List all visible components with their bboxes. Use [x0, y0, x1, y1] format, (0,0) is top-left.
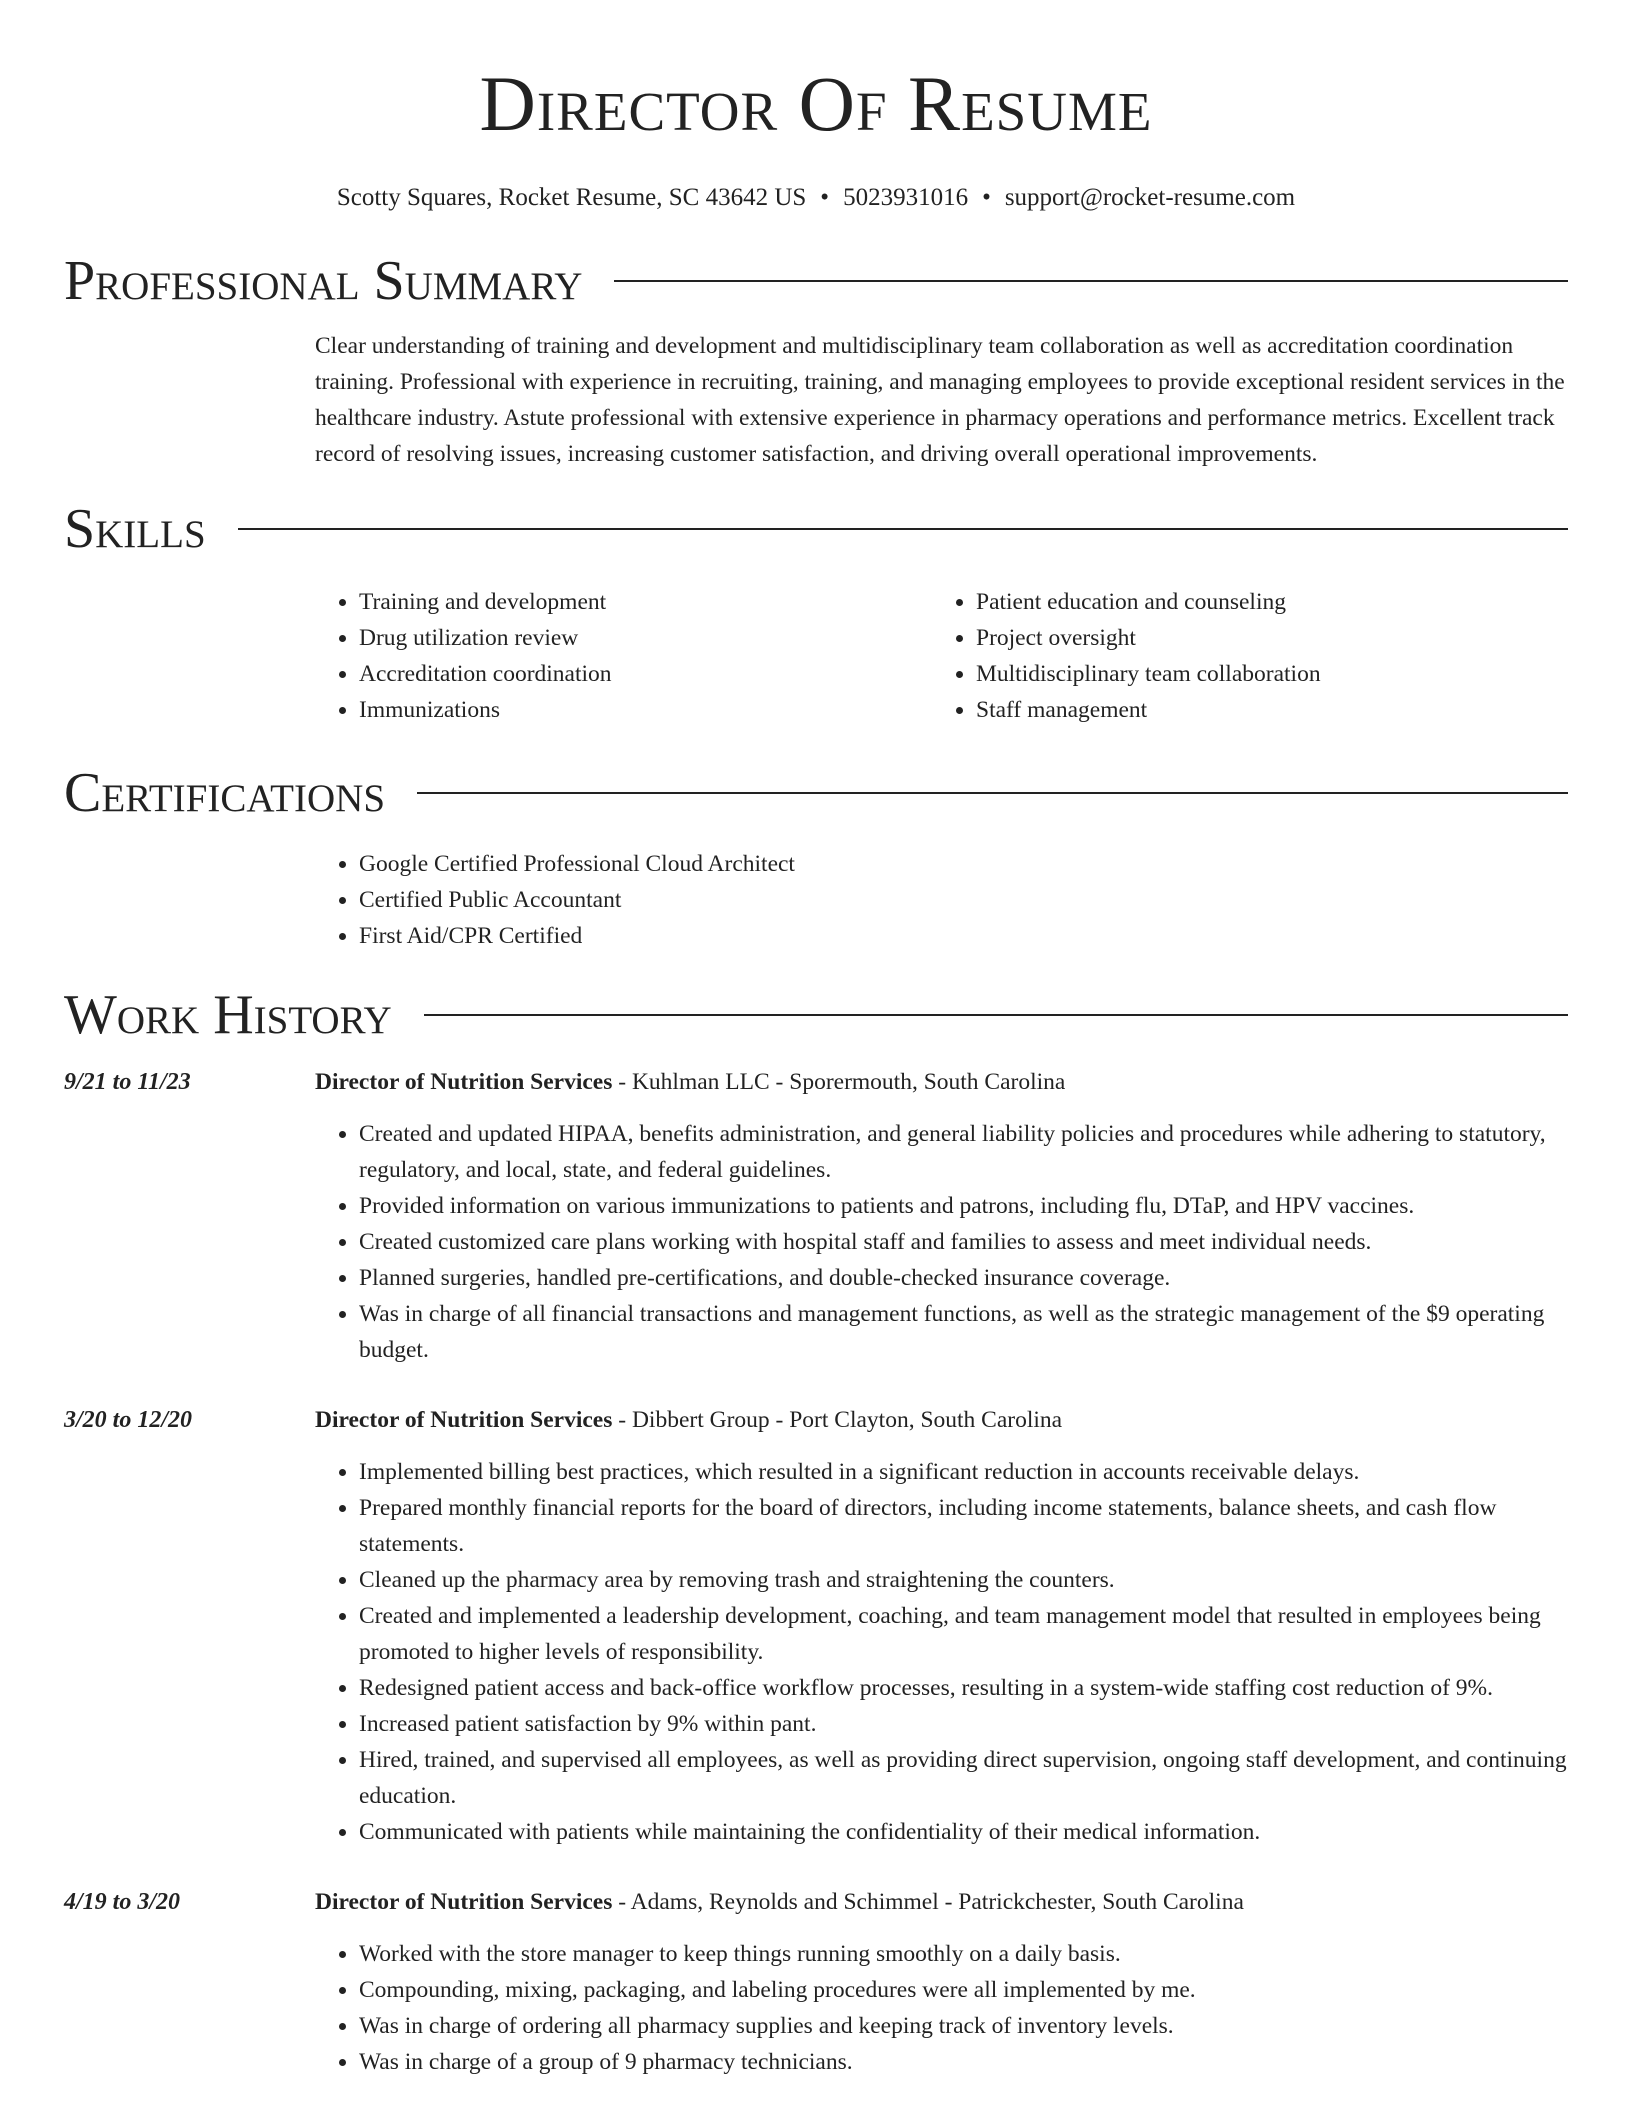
skills-column-left: [315, 584, 932, 728]
job-duty: • Created customized care plans working with hospital staff and families to assess and meet individual needs.: [359, 1224, 1568, 1260]
skill-item: • Project oversight: [976, 620, 1549, 656]
contact-line: [64, 182, 1568, 214]
skills-section: [315, 584, 1568, 728]
skills-heading: [64, 494, 1568, 564]
summary-title: Professional Summary: [64, 250, 583, 312]
job-duty: • Compounding, mixing, packaging, and labeling procedures were all implemented by me.: [359, 1972, 1568, 2008]
certification-item: • First Aid/CPR Certified: [359, 918, 1568, 954]
job-dates: 3/20 to 12/20: [64, 1407, 193, 1433]
job-duty: • Was in charge of a group of 9 pharmacy technicians.: [359, 2044, 1568, 2080]
resume-name: Director Of Resume: [479, 60, 1153, 147]
job-role: Director of Nutrition Services: [315, 1069, 613, 1095]
job-duty: • Provided information on various immunizations to patients and patrons, including flu, DTaP, and HPV vaccines.: [359, 1188, 1568, 1224]
skill-item: • Training and development: [359, 584, 932, 620]
job-title-line: [315, 1064, 1568, 1100]
certifications-list: [315, 846, 1568, 954]
skills-title: Skills: [64, 498, 206, 560]
section-divider: [424, 1014, 1568, 1016]
job-duty: • Was in charge of all financial transactions and management functions, as well as the strategic management of the $9 operating budget.: [359, 1296, 1568, 1368]
contact-email[interactable]: support@rocket-resume.com: [1004, 184, 1296, 211]
job-body: [315, 1064, 1568, 1368]
skill-item: • Patient education and counseling: [976, 584, 1549, 620]
job-entry: [64, 1064, 1568, 1368]
job-body: [315, 1884, 1568, 2080]
job-duty: • Planned surgeries, handled pre-certifications, and double-checked insurance coverage.: [359, 1260, 1568, 1296]
job-duty: • Increased patient satisfaction by 9% within pant.: [359, 1706, 1568, 1742]
job-duty: • Communicated with patients while maintaining the confidentiality of their medical information.: [359, 1814, 1568, 1850]
job-duties: [315, 1936, 1568, 2080]
job-duty: • Redesigned patient access and back-office workflow processes, resulting in a system-wide staffing cost reduction of 9%.: [359, 1670, 1568, 1706]
job-duty: • Hired, trained, and supervised all employees, as well as providing direct supervision, ongoing staff development, and continuing education.: [359, 1742, 1568, 1814]
summary-heading: [64, 246, 1568, 316]
job-duty: • Prepared monthly financial reports for the board of directors, including income statements, balance sheets, and cash flow statements.: [359, 1490, 1568, 1562]
job-duty: • Created and updated HIPAA, benefits administration, and general liability policies and procedures while adhering to statutory, regulatory, and local, state, and federal guidelines.: [359, 1116, 1568, 1188]
certification-item: • Google Certified Professional Cloud Architect: [359, 846, 1568, 882]
job-duties: [315, 1116, 1568, 1368]
job-role: Director of Nutrition Services: [315, 1889, 613, 1915]
job-title-line: [315, 1884, 1568, 1920]
job-title-line: [315, 1402, 1568, 1438]
section-divider: [614, 280, 1568, 282]
skill-item: • Multidisciplinary team collaboration: [976, 656, 1549, 692]
skills-grid: [315, 584, 1568, 728]
certification-item: • Certified Public Accountant: [359, 882, 1568, 918]
job-duty: • Cleaned up the pharmacy area by removing trash and straightening the counters.: [359, 1562, 1568, 1598]
job-entry: [64, 1402, 1568, 1850]
certifications-section: [315, 846, 1568, 954]
summary-section: [315, 328, 1568, 472]
job-duty: • Created and implemented a leadership development, coaching, and team management model that resulted in employees being promoted to higher levels of responsibility.: [359, 1598, 1568, 1670]
job-role: Director of Nutrition Services: [315, 1407, 613, 1433]
certifications-heading: [64, 758, 1568, 828]
section-divider: [417, 792, 1568, 794]
job-employer: - Kuhlman LLC - Sporermouth, South Carolina: [612, 1069, 1066, 1095]
skill-item: • Immunizations: [359, 692, 932, 728]
skill-item: • Drug utilization review: [359, 620, 932, 656]
job-dates: 9/21 to 11/23: [64, 1069, 191, 1095]
job-duty: • Implemented billing best practices, which resulted in a significant reduction in accounts receivable delays.: [359, 1454, 1568, 1490]
summary-text: Clear understanding of training and development and multidisciplinary team collaboration as well as accreditation coordination training. Professional with experience in recruiting, training, and managing employees to provide exceptional resident services in the healthcare industry. Astute professional with extensive experience in pharmacy operations and performance metrics. Excellent track record of resolving issues, increasing customer satisfaction, and driving overall operational improvements.: [315, 333, 1565, 467]
certifications-title: Certifications: [64, 762, 386, 824]
contact-phone: 5023931016: [843, 184, 969, 211]
skill-item: • Accreditation coordination: [359, 656, 932, 692]
job-entry: [64, 1884, 1568, 2080]
contact-separator: •: [982, 184, 991, 211]
job-duty: • Was in charge of ordering all pharmacy supplies and keeping track of inventory levels.: [359, 2008, 1568, 2044]
job-body: [315, 1402, 1568, 1850]
work-history-heading: [64, 980, 1568, 1050]
section-divider: [238, 528, 1568, 530]
job-duties: [315, 1454, 1568, 1850]
job-employer: - Adams, Reynolds and Schimmel - Patrickchester, South Carolina: [612, 1889, 1244, 1915]
job-employer: - Dibbert Group - Port Clayton, South Carolina: [612, 1407, 1063, 1433]
job-duty: • Worked with the store manager to keep things running smoothly on a daily basis.: [359, 1936, 1568, 1972]
contact-separator: •: [820, 184, 830, 211]
skill-item: • Staff management: [976, 692, 1549, 728]
job-dates: 4/19 to 3/20: [64, 1889, 181, 1915]
skills-column-right: [932, 584, 1549, 728]
work-history-title: Work History: [64, 984, 392, 1046]
contact-address: Scotty Squares, Rocket Resume, SC 43642 US: [336, 184, 807, 211]
